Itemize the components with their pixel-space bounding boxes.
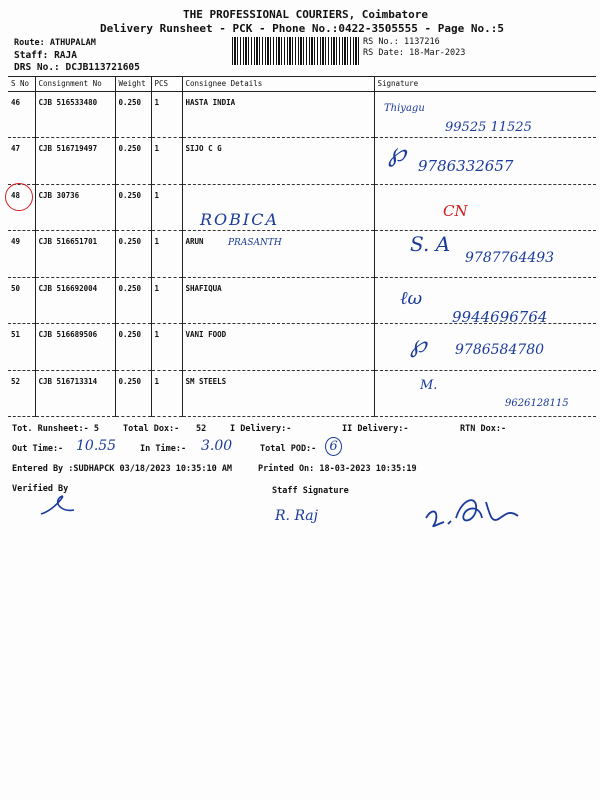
runsheet-subtitle: Delivery Runsheet - PCK - Phone No.:0422-3505555 - Page No.:5 [100,22,504,35]
entered-by: Entered By :SUDHAPCK 03/18/2023 10:35:10 AM [12,464,233,474]
i-delivery: I Delivery:- [230,424,292,434]
cell-sno: 49 [11,237,21,246]
cell-sno: 47 [11,144,21,153]
ii-delivery: II Delivery:- [342,424,409,434]
company-title: THE PROFESSIONAL COURIERS, Coimbatore [183,8,429,21]
cell-sno: 50 [11,284,21,293]
cell-sno: 48 [11,191,21,200]
handwritten-phone: 9787764493 [465,250,555,266]
cell-consignment: CJB 516713314 [35,371,115,417]
cell-consignee: SM STEELS [182,371,374,417]
staff-line [14,50,77,61]
handwritten-phone: 9944696764 [452,308,548,326]
cell-sno: 46 [11,98,21,107]
cell-weight: 0.250 [115,371,151,417]
cell-weight: 0.250 [115,231,151,278]
out-time-value: 10.55 [76,438,117,454]
drs-label: DRS No.: [14,62,60,73]
route-label: Route: [14,38,45,48]
verified-by-label: Verified By [12,484,69,494]
col-sno: S No [11,79,30,88]
col-consignment: Consignment No [35,77,115,92]
rtn-dox: RTN Dox:- [460,424,507,434]
cell-consignee: SIJO C G [182,138,374,185]
cell-consignment: CJB 516689506 [35,324,115,371]
handwritten-phone: 9786584780 [455,342,545,358]
cell-pcs: 1 [151,185,182,231]
cell-consignment: CJB 516651701 [35,231,115,278]
cell-consignee: SHAFIQUA [182,278,374,324]
rs-date-line [363,48,465,58]
red-circle-mark [5,183,33,211]
col-pcs: PCS [151,77,182,92]
cell-consignee: VANI FOOD [182,324,374,371]
rs-no-value: 1137216 [403,37,440,47]
in-time-value: 3.00 [201,438,233,454]
table-header-row [8,77,596,92]
cell-weight: 0.250 [115,138,151,185]
cell-consignment: CJB 516692004 [35,278,115,324]
out-time-label: Out Time:- [12,444,64,454]
printed-on: Printed On: 18-03-2023 10:35:19 [258,464,417,474]
staff-label: Staff: [14,50,49,61]
cell-consignment: CJB 516719497 [35,138,115,185]
cell-sno: 51 [11,330,21,339]
total-pod-value: 6 [325,437,342,456]
rs-no-line [363,37,440,47]
cell-pcs: 1 [151,278,182,324]
barcode [232,37,360,65]
staff-initials: R. Raj [275,508,318,524]
handwritten-red-mark: CN [443,202,468,220]
cell-consignment: CJB 30736 [35,185,115,231]
rs-date-value: 18-Mar-2023 [409,48,466,58]
table-row [8,185,596,231]
table-row [8,371,596,417]
cell-signature [374,371,596,417]
cell-sno: 52 [11,377,21,386]
staff-value: RAJA [54,50,77,61]
col-signature: Signature [374,77,596,92]
tot-runsheet: Tot. Runsheet:- 5 [12,424,99,434]
cell-pcs: 1 [151,371,182,417]
cell-weight: 0.250 [115,185,151,231]
handwritten-consignee: PRASANTH [228,238,282,248]
handwritten-signature: Thiyagu [384,103,425,114]
rs-date-label: RS Date: [363,48,404,58]
route-value: ATHUPALAM [49,38,96,48]
rs-no-label: RS No.: [363,37,399,47]
cell-pcs: 1 [151,324,182,371]
handwritten-phone: 99525 11525 [445,120,532,135]
cell-weight: 0.250 [115,92,151,138]
in-time-label: In Time:- [140,444,187,454]
handwritten-phone: 9786332657 [418,157,514,175]
handwritten-signature-mark: ℘ [388,138,407,168]
handwritten-signature: S. A [410,232,451,256]
total-dox-label: Total Dox:- [123,424,180,434]
cell-weight: 0.250 [115,324,151,371]
cell-pcs: 1 [151,138,182,185]
total-pod-label: Total POD:- [260,444,317,454]
cell-pcs: 1 [151,231,182,278]
total-dox-value: 52 [196,424,207,434]
handwritten-signature: M. [420,378,438,393]
cell-consignee: HASTA INDIA [182,92,374,138]
verified-by-signature [38,492,78,520]
route-line [14,38,96,48]
staff-signature [420,488,530,536]
handwritten-signature-mark: ℘ [410,330,427,358]
col-weight: Weight [115,77,151,92]
col-consignee: Consignee Details [182,77,374,92]
handwritten-signature-mark: ℓω [400,288,423,309]
cell-signature [374,185,596,231]
staff-signature-label: Staff Signature [272,486,349,496]
drs-value: DCJB113721605 [65,62,140,73]
cell-pcs: 1 [151,92,182,138]
cell-weight: 0.250 [115,278,151,324]
cell-consignment: CJB 516533480 [35,92,115,138]
handwritten-consignee: ROBICA [200,210,280,229]
cell-consignee: ARUN [182,231,374,278]
drs-line [14,62,140,73]
handwritten-phone: 9626128115 [505,398,569,409]
